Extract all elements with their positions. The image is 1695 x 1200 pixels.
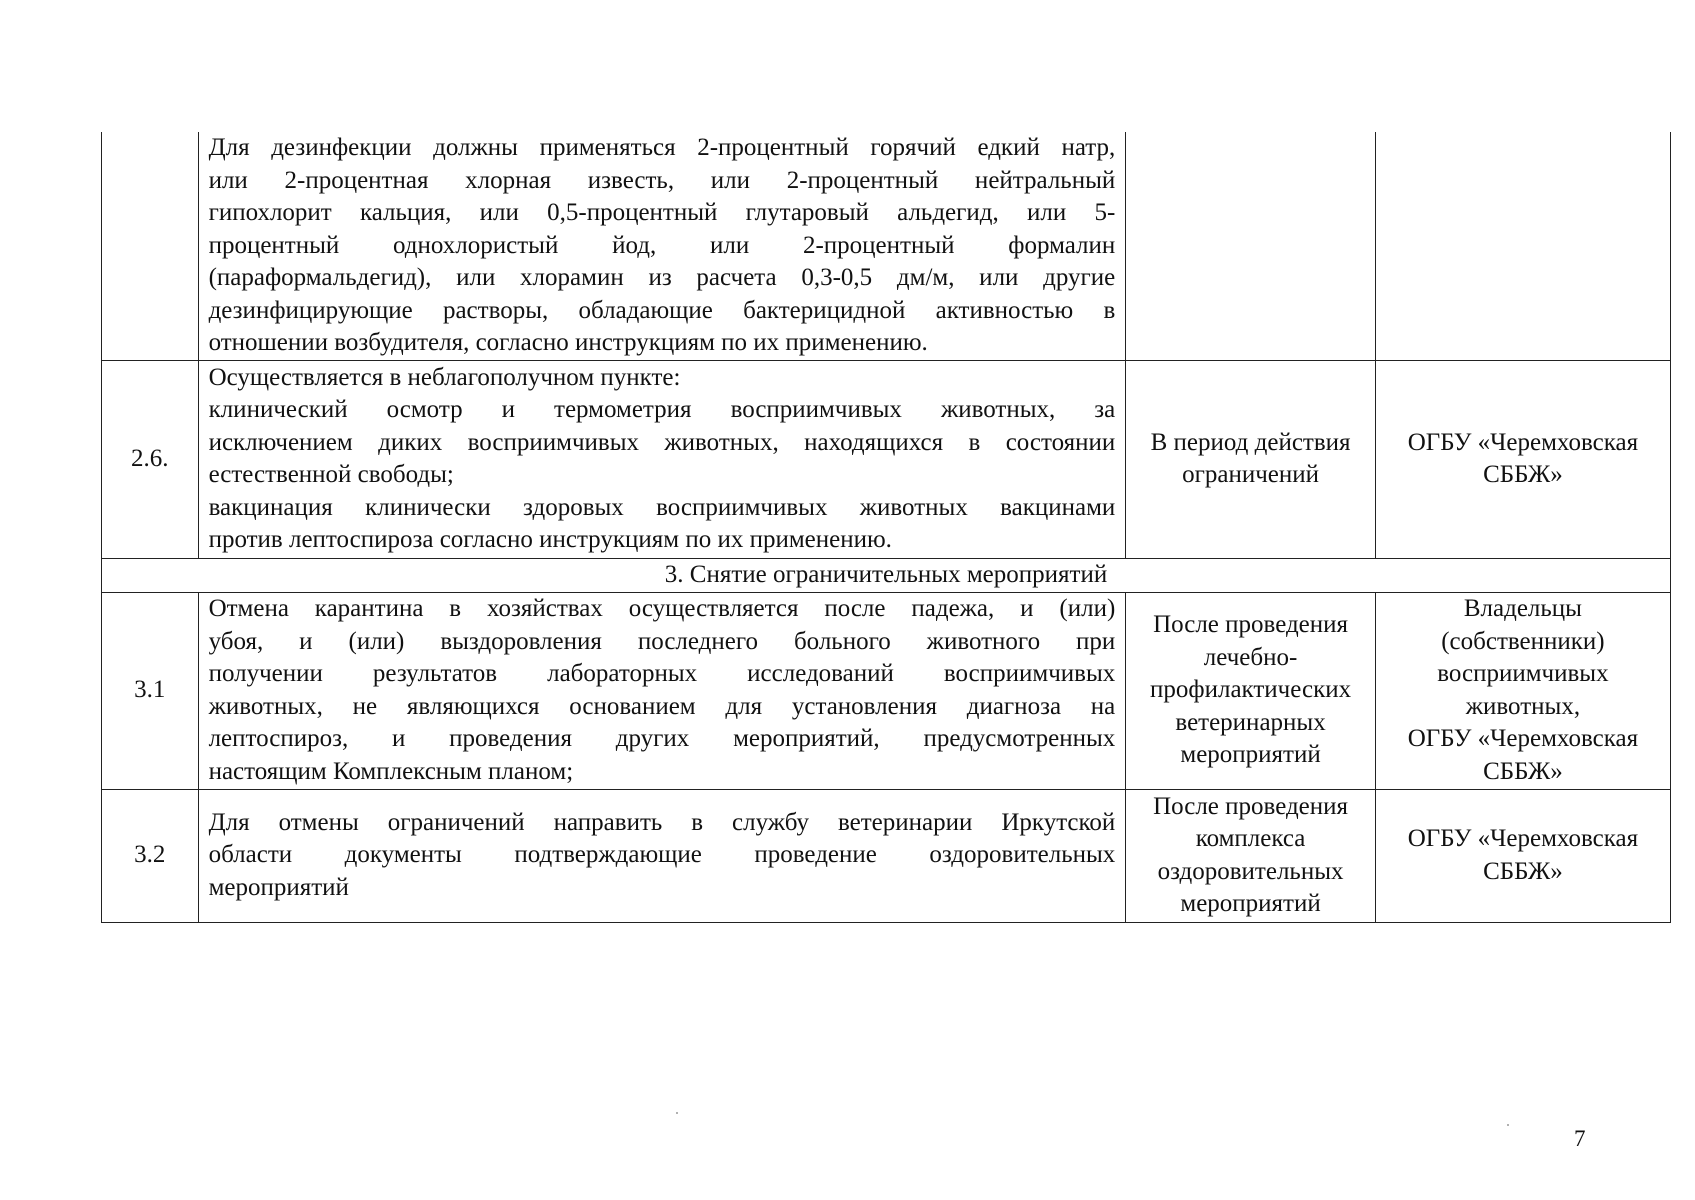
text-line: (собственники) (1441, 627, 1605, 655)
text-line: ветеринарных (1175, 708, 1326, 736)
text-line: Для отмены ограничений направить в службу ветеринарии Иркутской (208, 808, 1116, 836)
cell-number: 2.6. (102, 360, 199, 558)
text-line: лечебно- (1203, 643, 1298, 671)
text-line: комплекса (1195, 825, 1306, 852)
text-line: исключением диких восприимчивых животных, находящихся в состоянии (208, 428, 1116, 456)
text-line: гипохлорит кальция, или 0,5-процентный глутаровый альдегид, или 5- (208, 199, 1116, 226)
cell-responsible (1375, 592, 1670, 789)
text-line: области документы подтверждающие проведение оздоровительных (208, 841, 1116, 869)
text-line: СББЖ» (1483, 461, 1563, 488)
text-line: лептоспироз, и проведения других мероприятий, предусмотренных (208, 725, 1116, 752)
cell-responsible (1375, 789, 1670, 922)
table-row-section-3 (102, 558, 1671, 592)
text-line: СББЖ» (1483, 757, 1563, 785)
text-line: отношении возбудителя, согласно инструкциям по их применению. (208, 329, 928, 356)
cell-deadline-empty (1126, 132, 1376, 360)
page-number: 7 (1574, 1126, 1586, 1151)
cell-measure (198, 789, 1126, 922)
table-row-2-6 (102, 360, 1671, 558)
text-line: естественной свободы; (208, 461, 454, 488)
cell-deadline (1126, 360, 1376, 558)
text-line: настоящим Комплексным планом; (208, 757, 574, 785)
text-line: мероприятий (1180, 741, 1321, 769)
text-line: мероприятий (1180, 890, 1321, 917)
table-row-3-1 (102, 592, 1671, 789)
text-line: ОГБУ «Черемховская (1407, 428, 1639, 456)
text-line: СББЖ» (1483, 857, 1563, 885)
text-line: дезинфицирующие растворы, обладающие бактерицидной активностью в (208, 296, 1116, 324)
text-line: профилактических (1150, 676, 1352, 704)
text-line: против лептоспироза согласно инструкциям по их применению. (208, 526, 892, 553)
section-heading: 3. Снятие ограничительных мероприятий (102, 558, 1671, 592)
text-line: После проведения (1153, 611, 1349, 639)
cell-deadline (1126, 789, 1376, 922)
cell-deadline (1126, 592, 1376, 789)
text-line: (параформальдегид), или хлорамин из расчета 0,3-0,5 дм/м, или другие (208, 264, 1116, 291)
text-line: получении результатов лабораторных исследований восприимчивых (208, 660, 1116, 687)
text-line: Отмена карантина в хозяйствах осуществляется после падежа, и (или) (208, 595, 1116, 622)
cell-measure (198, 360, 1126, 558)
text-line: Осуществляется в неблагополучном пункте: (208, 363, 681, 391)
cell-number: 3.2 (102, 789, 199, 922)
table-row-3-2 (102, 789, 1671, 922)
text-line: процентный однохлористый йод, или 2-процентный формалин (208, 231, 1116, 259)
text-line: животных, (1465, 692, 1581, 720)
cell-responsible (1375, 360, 1670, 558)
text-line: восприимчивых (1437, 660, 1609, 687)
text-line: или 2-процентная хлорная известь, или 2-процентный нейтральный (208, 166, 1116, 194)
text-line: Для дезинфекции должны применяться 2-процентный горячий едкий натр, (208, 134, 1116, 161)
text-line: ограничений (1182, 461, 1320, 488)
cell-measure-disinfection (198, 132, 1126, 360)
cell-number: 3.1 (102, 592, 199, 789)
text-line: животных, не являющихся основанием для установления диагноза на (208, 692, 1116, 720)
cell-number-empty (102, 132, 199, 360)
cell-responsible-empty (1375, 132, 1670, 360)
text-line: Владельцы (1463, 595, 1582, 622)
measures-table (101, 132, 1671, 923)
text-line: После проведения (1153, 792, 1349, 820)
text-line: мероприятий (208, 873, 349, 901)
text-line: ОГБУ «Черемховская (1407, 825, 1639, 852)
text-line: убоя, и (или) выздоровления последнего больного животного при (208, 627, 1116, 655)
cell-measure (198, 592, 1126, 789)
text-line: В период действия (1150, 428, 1351, 456)
text-line: клинический осмотр и термометрия восприимчивых животных, за (208, 396, 1116, 423)
scan-speck (1507, 1124, 1509, 1126)
text-line: ОГБУ «Черемховская (1407, 725, 1639, 752)
text-line: вакцинация клинически здоровых восприимчивых животных вакцинами (208, 493, 1116, 521)
table-row-continuation (102, 132, 1671, 360)
scan-speck (676, 1112, 678, 1114)
text-line: оздоровительных (1157, 857, 1344, 885)
